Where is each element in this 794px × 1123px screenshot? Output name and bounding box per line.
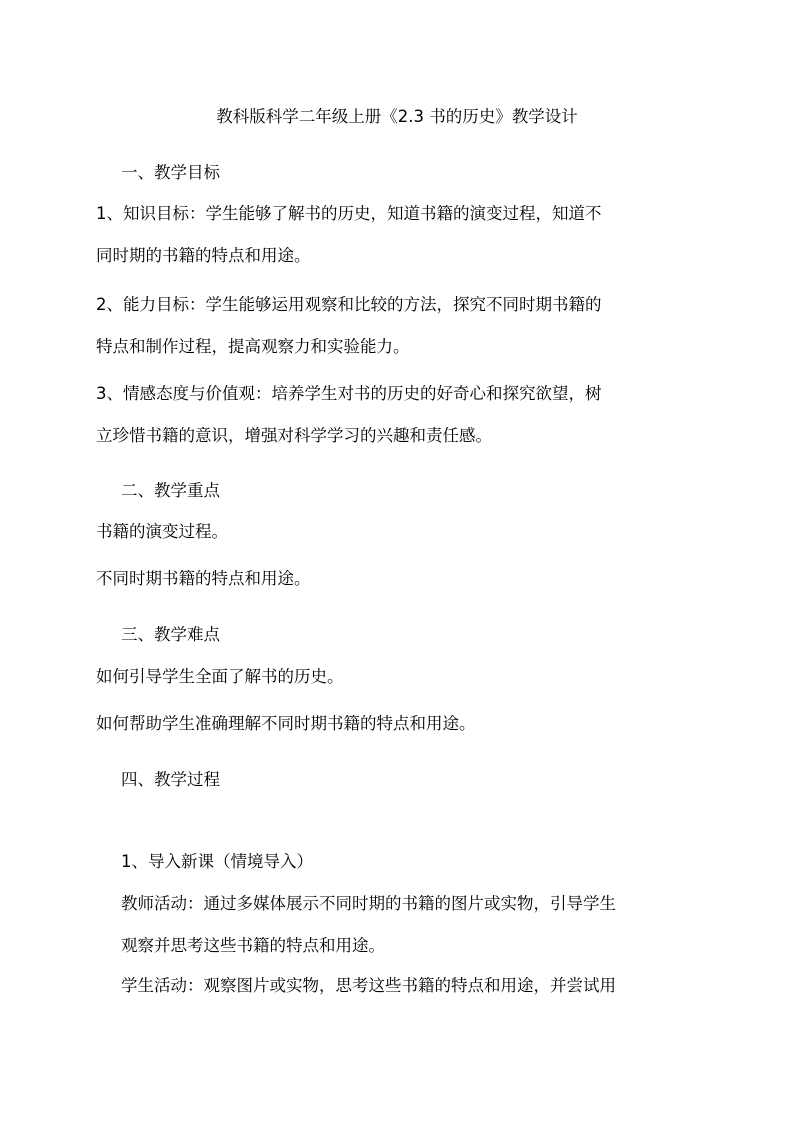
process-step-1-heading: 1、导入新课（情境导入）	[121, 852, 313, 871]
document-title: 教科版科学二年级上册《2.3 书的历史》教学设计	[216, 107, 578, 126]
key-point-2: 不同时期书籍的特点和用途。	[96, 569, 311, 588]
difficulty-1: 如何引导学生全面了解书的历史。	[96, 667, 344, 686]
section-heading-difficulties: 三、教学难点	[121, 625, 220, 644]
teacher-activity-line-1: 教师活动：通过多媒体展示不同时期的书籍的图片或实物，引导学生	[121, 894, 616, 913]
objective-1-line-1: 1、知识目标：学生能够了解书的历史，知道书籍的演变过程，知道不	[96, 204, 602, 223]
teacher-activity-line-2: 观察并思考这些书籍的特点和用途。	[121, 936, 385, 955]
objective-2-line-2: 特点和制作过程，提高观察力和实验能力。	[96, 337, 410, 356]
objective-2-line-1: 2、能力目标：学生能够运用观察和比较的方法，探究不同时期书籍的	[96, 295, 602, 314]
student-activity-line-1: 学生活动：观察图片或实物，思考这些书籍的特点和用途，并尝试用	[121, 976, 616, 995]
key-point-1: 书籍的演变过程。	[96, 522, 228, 541]
section-heading-key-points: 二、教学重点	[121, 481, 220, 500]
difficulty-2: 如何帮助学生准确理解不同时期书籍的特点和用途。	[96, 714, 476, 733]
objective-3-line-1: 3、情感态度与价值观：培养学生对书的历史的好奇心和探究欲望，树	[96, 384, 602, 403]
objective-3-line-2: 立珍惜书籍的意识，增强对科学学习的兴趣和责任感。	[96, 426, 492, 445]
objective-1-line-2: 同时期的书籍的特点和用途。	[96, 246, 311, 265]
section-heading-objectives: 一、教学目标	[121, 163, 220, 182]
section-heading-process: 四、教学过程	[121, 770, 220, 789]
